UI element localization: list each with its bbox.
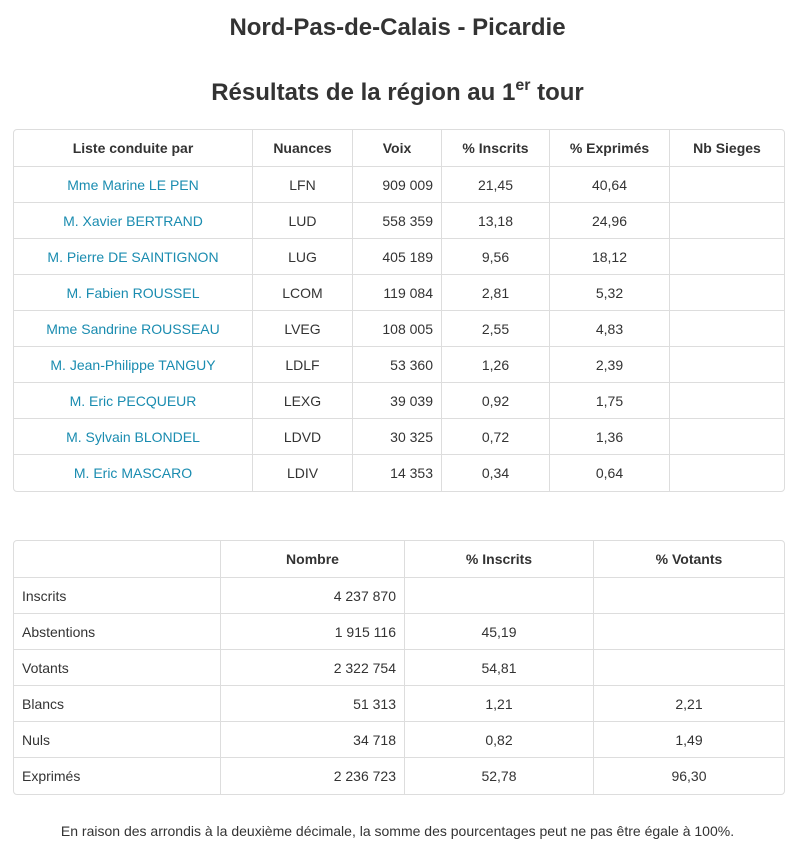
rounding-footnote: En raison des arrondis à la deuxième décimale, la somme des pourcentages peut ne pas être égale à 100%.: [60, 823, 735, 839]
summary-label: Nuls: [14, 722, 221, 758]
voix-cell: 405 189: [353, 239, 442, 275]
nuance-cell: LEXG: [253, 383, 353, 419]
voix-cell: 53 360: [353, 347, 442, 383]
table-row: [14, 614, 784, 650]
pct-inscrits-cell: 1,21: [405, 686, 594, 722]
voix-cell: 30 325: [353, 419, 442, 455]
sieges-cell: [670, 311, 784, 347]
nuance-cell: LDVD: [253, 419, 353, 455]
nombre-cell: 51 313: [221, 686, 405, 722]
pct-inscrits-cell: 2,55: [442, 311, 550, 347]
header-nb-sieges: Nb Sieges: [670, 130, 784, 167]
pct-votants-cell: [594, 614, 784, 650]
nombre-cell: 4 237 870: [221, 578, 405, 614]
pct-exprimes-cell: 24,96: [550, 203, 670, 239]
pct-votants-cell: [594, 650, 784, 686]
pct-exprimes-cell: 1,36: [550, 419, 670, 455]
sieges-cell: [670, 347, 784, 383]
pct-inscrits-cell: [405, 578, 594, 614]
nuance-cell: LDIV: [253, 455, 353, 491]
round-title-sup: er: [515, 77, 531, 94]
pct-inscrits-cell: 2,81: [442, 275, 550, 311]
pct-inscrits-cell: 9,56: [442, 239, 550, 275]
nuance-cell: LUD: [253, 203, 353, 239]
nombre-cell: 34 718: [221, 722, 405, 758]
voix-cell: 909 009: [353, 167, 442, 203]
header-pct-inscrits: % Inscrits: [442, 130, 550, 167]
table-row: [14, 722, 784, 758]
candidate-link[interactable]: M. Fabien ROUSSEL: [14, 275, 253, 311]
pct-inscrits-cell: 52,78: [405, 758, 594, 794]
voix-cell: 119 084: [353, 275, 442, 311]
pct-votants-cell: [594, 578, 784, 614]
pct-inscrits-cell: 0,82: [405, 722, 594, 758]
candidate-link[interactable]: Mme Sandrine ROUSSEAU: [14, 311, 253, 347]
sieges-cell: [670, 203, 784, 239]
voix-cell: 14 353: [353, 455, 442, 491]
header-liste: Liste conduite par: [14, 130, 253, 167]
nuance-cell: LFN: [253, 167, 353, 203]
candidate-link[interactable]: M. Sylvain BLONDEL: [14, 419, 253, 455]
table-row: [14, 455, 784, 491]
table-row: [14, 203, 784, 239]
round-title-prefix: Résultats de la région au 1: [211, 79, 516, 106]
summary-table: [13, 540, 785, 795]
voix-cell: 558 359: [353, 203, 442, 239]
header-pct-votants: % Votants: [594, 541, 784, 578]
pct-exprimes-cell: 18,12: [550, 239, 670, 275]
results-header-row: [14, 130, 784, 167]
table-row: [14, 275, 784, 311]
pct-inscrits-cell: 21,45: [442, 167, 550, 203]
nombre-cell: 1 915 116: [221, 614, 405, 650]
voix-cell: 39 039: [353, 383, 442, 419]
summary-label: Abstentions: [14, 614, 221, 650]
candidate-link[interactable]: Mme Marine LE PEN: [14, 167, 253, 203]
pct-inscrits-cell: 45,19: [405, 614, 594, 650]
header-blank: [14, 541, 221, 578]
summary-label: Exprimés: [14, 758, 221, 794]
nombre-cell: 2 322 754: [221, 650, 405, 686]
sieges-cell: [670, 167, 784, 203]
pct-inscrits-cell: 0,34: [442, 455, 550, 491]
sieges-cell: [670, 419, 784, 455]
table-row: [14, 239, 784, 275]
candidate-link[interactable]: M. Jean-Philippe TANGUY: [14, 347, 253, 383]
header-nombre: Nombre: [221, 541, 405, 578]
round-title: [0, 71, 789, 109]
table-row: [14, 686, 784, 722]
sieges-cell: [670, 275, 784, 311]
candidate-link[interactable]: M. Eric MASCARO: [14, 455, 253, 491]
table-row: [14, 311, 784, 347]
nuance-cell: LUG: [253, 239, 353, 275]
pct-votants-cell: 96,30: [671, 768, 707, 784]
summary-header-row: [14, 541, 784, 578]
table-row: [14, 578, 784, 614]
nuance-cell: LCOM: [253, 275, 353, 311]
pct-inscrits-cell: 0,72: [442, 419, 550, 455]
candidate-link[interactable]: M. Xavier BERTRAND: [14, 203, 253, 239]
nuance-cell: LDLF: [253, 347, 353, 383]
nombre-cell: 2 236 723: [221, 758, 405, 794]
voix-cell: 108 005: [353, 311, 442, 347]
results-table: [13, 129, 785, 492]
region-title: Nord-Pas-de-Calais - Picardie: [229, 14, 566, 41]
pct-exprimes-cell: 1,75: [550, 383, 670, 419]
sieges-cell: [670, 455, 784, 491]
table-row: [14, 758, 784, 794]
pct-inscrits-cell: 54,81: [405, 650, 594, 686]
pct-exprimes-cell: 0,64: [550, 455, 670, 491]
pct-exprimes-cell: 5,32: [550, 275, 670, 311]
sieges-cell: [670, 239, 784, 275]
sieges-cell: [670, 383, 784, 419]
pct-votants-cell: 1,49: [594, 722, 784, 758]
table-row: [14, 419, 784, 455]
table-row: [14, 383, 784, 419]
pct-inscrits-cell: 13,18: [442, 203, 550, 239]
header-pct-inscrits: % Inscrits: [405, 541, 594, 578]
table-row: [14, 650, 784, 686]
candidate-link[interactable]: M. Eric PECQUEUR: [14, 383, 253, 419]
summary-label: Votants: [14, 650, 221, 686]
round-title-suffix: tour: [530, 79, 584, 106]
table-row: [14, 347, 784, 383]
summary-label: Inscrits: [14, 578, 221, 614]
candidate-link[interactable]: M. Pierre DE SAINTIGNON: [14, 239, 253, 275]
pct-exprimes-cell: 2,39: [550, 347, 670, 383]
summary-label: Blancs: [14, 686, 221, 722]
pct-exprimes-cell: 4,83: [550, 311, 670, 347]
nuance-cell: LVEG: [253, 311, 353, 347]
pct-exprimes-cell: 40,64: [550, 167, 670, 203]
table-row: [14, 167, 784, 203]
header-pct-exprimes: % Exprimés: [550, 130, 670, 167]
header-nuances: Nuances: [253, 130, 353, 167]
pct-votants-cell: 2,21: [594, 686, 784, 722]
pct-inscrits-cell: 1,26: [442, 347, 550, 383]
header-voix: Voix: [353, 130, 442, 167]
pct-inscrits-cell: 0,92: [442, 383, 550, 419]
